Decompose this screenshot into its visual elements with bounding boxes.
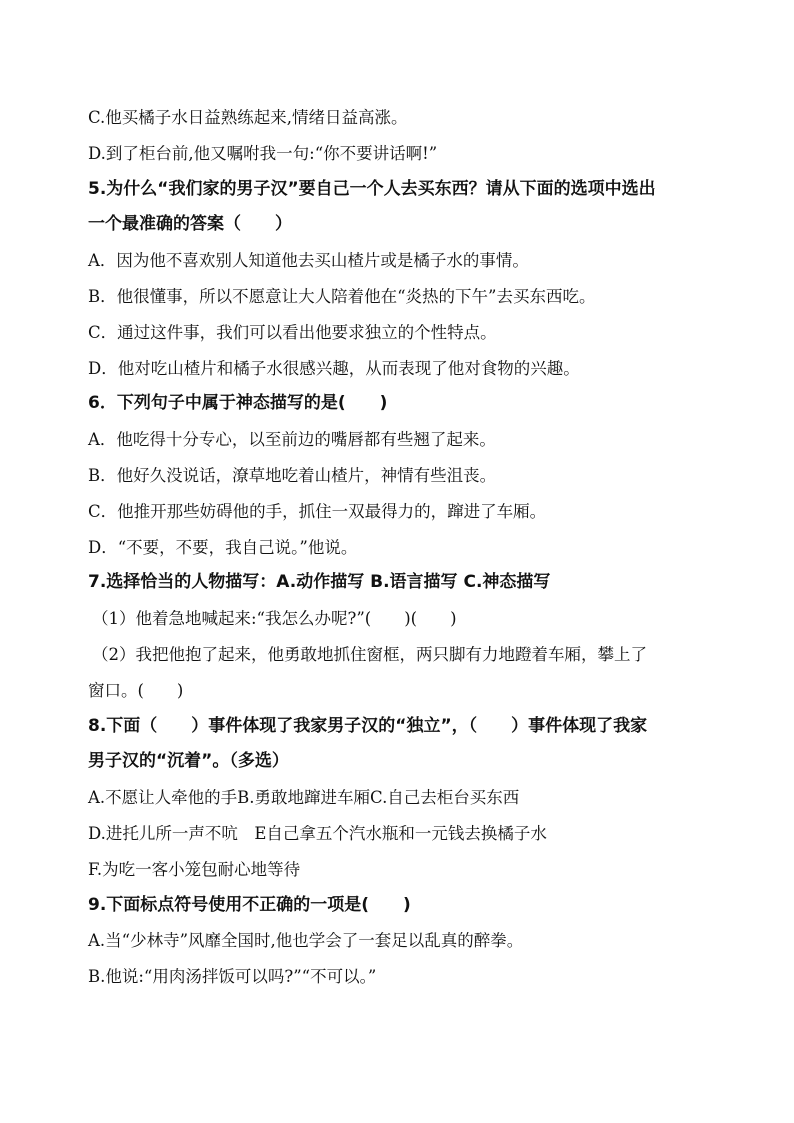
- option-a-q6: A．他吃得十分专心，以至前边的嘴唇都有些翘了起来。: [88, 430, 496, 450]
- question-8-cont: 男子汉的“沉着”。（多选）: [88, 751, 289, 772]
- question-6: 6．下列句子中属于神态描写的是( ): [88, 393, 388, 414]
- document-page: [88, 100, 718, 995]
- option-d-q5: D．他对吃山楂片和橘子水很感兴趣，从而表现了他对食物的兴趣。: [88, 358, 580, 378]
- option-b-q6: B．他好久没说话，潦草地吃着山楂片，神情有些沮丧。: [88, 465, 497, 485]
- option-a-q9: A.当“少林寺”风靡全国时,他也学会了一套足以乱真的醉拳。: [88, 931, 524, 951]
- option-d-q6: D．“不要，不要，我自己说。”他说。: [88, 537, 358, 557]
- option-b-q5: B．他很懂事，所以不愿意让大人陪着他在“炎热的下午”去买东西吃。: [88, 286, 596, 306]
- option-c-q6: C．他推开那些妨碍他的手，抓住一双最得力的，蹿进了车厢。: [88, 501, 547, 521]
- option-a-q5: A．因为他不喜欢别人知道他去买山楂片或是橘子水的事情。: [88, 251, 529, 271]
- option-f-q8: F.为吃一客小笼包耐心地等待: [88, 859, 301, 879]
- question-7-item-1: （1）他着急地喊起来:“我怎么办呢?”( )( ): [92, 609, 457, 629]
- options-abc-q8: A.不愿让人牵他的手B.勇敢地蹿进车厢C.自己去柜台买东西: [88, 788, 520, 808]
- option-c-q5: C．通过这件事，我们可以看出他要求独立的个性特点。: [88, 322, 497, 342]
- question-5: 5.为什么“我们家的男子汉”要自己一个人去买东西？请从下面的选项中选出: [88, 178, 656, 199]
- question-5-cont: 一个最准确的答案（ ）: [88, 214, 292, 235]
- option-d-q4: D.到了柜台前,他又嘱咐我一句:“你不要讲话啊!”: [88, 143, 438, 163]
- question-9: 9.下面标点符号使用不正确的一项是( ): [88, 894, 411, 915]
- question-7-item-2: （2）我把他抱了起来，他勇敢地抓住窗框，两只脚有力地蹬着车厢，攀上了: [92, 644, 647, 664]
- question-7: 7.选择恰当的人物描写：A.动作描写 B.语言描写 C.神态描写: [88, 572, 551, 593]
- option-b-q9: B.他说:“用肉汤拌饭可以吗?”“不可以。”: [88, 967, 377, 987]
- option-c-q4: C.他买橘子水日益熟练起来,情绪日益高涨。: [88, 108, 408, 127]
- question-7-item-2-cont: 窗口。( ): [88, 680, 184, 700]
- question-8: 8.下面（ ）事件体现了我家男子汉的“独立”，（ ）事件体现了我家: [88, 715, 648, 736]
- options-de-q8: D.进托儿所一声不吭 E自己拿五个汽水瓶和一元钱去换橘子水: [88, 823, 547, 843]
